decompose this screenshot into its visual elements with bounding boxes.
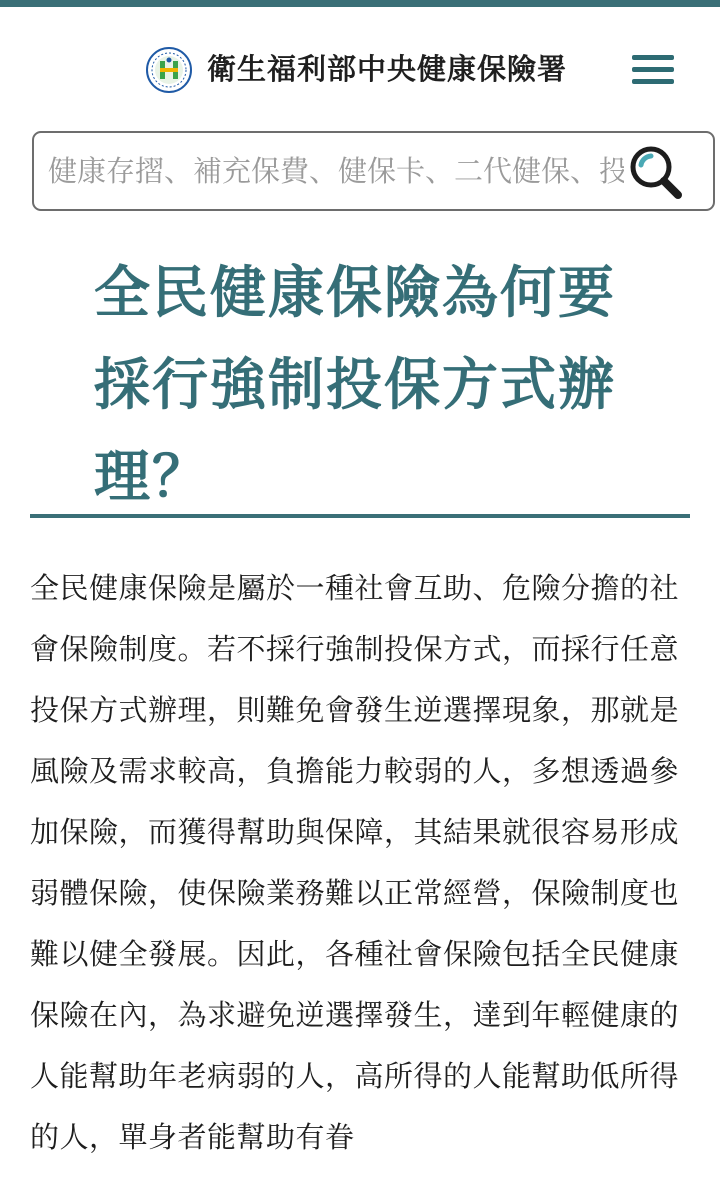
nhi-logo-icon[interactable]: [146, 47, 192, 93]
title-divider: [30, 514, 690, 518]
page-title: 全民健康保險為何要採行強制投保方式辦理？: [94, 261, 616, 510]
search-icon[interactable]: [624, 141, 688, 205]
search-box: [32, 131, 715, 211]
site-title[interactable]: 衛生福利部中央健康保險署: [207, 52, 568, 86]
hamburger-menu-icon[interactable]: [630, 53, 676, 87]
top-accent-strip: [0, 0, 720, 7]
article-body: 全民健康保險是屬於一種社會互助、危險分擔的社會保險制度。若不採行強制投保方式，而採行任意投保方式辦理，則難免會發生逆選擇現象，那就是風險及需求較高，負擔能力較弱的人，多想透過參加保險，而獲得幫助與保障，其結果就很容易形成弱體保險，使保險業務難以正常經營，保險制度也難以健全發展。因此，各種社會保險包括全民健康保險在內，為求避免逆選擇發生，達到年輕健康的人能幫助年老病弱的人，高所得的人能幫助低所得的人，單身者能幫助有眷: [30, 571, 680, 1154]
search-input[interactable]: [48, 133, 698, 209]
site-header: [0, 7, 720, 123]
